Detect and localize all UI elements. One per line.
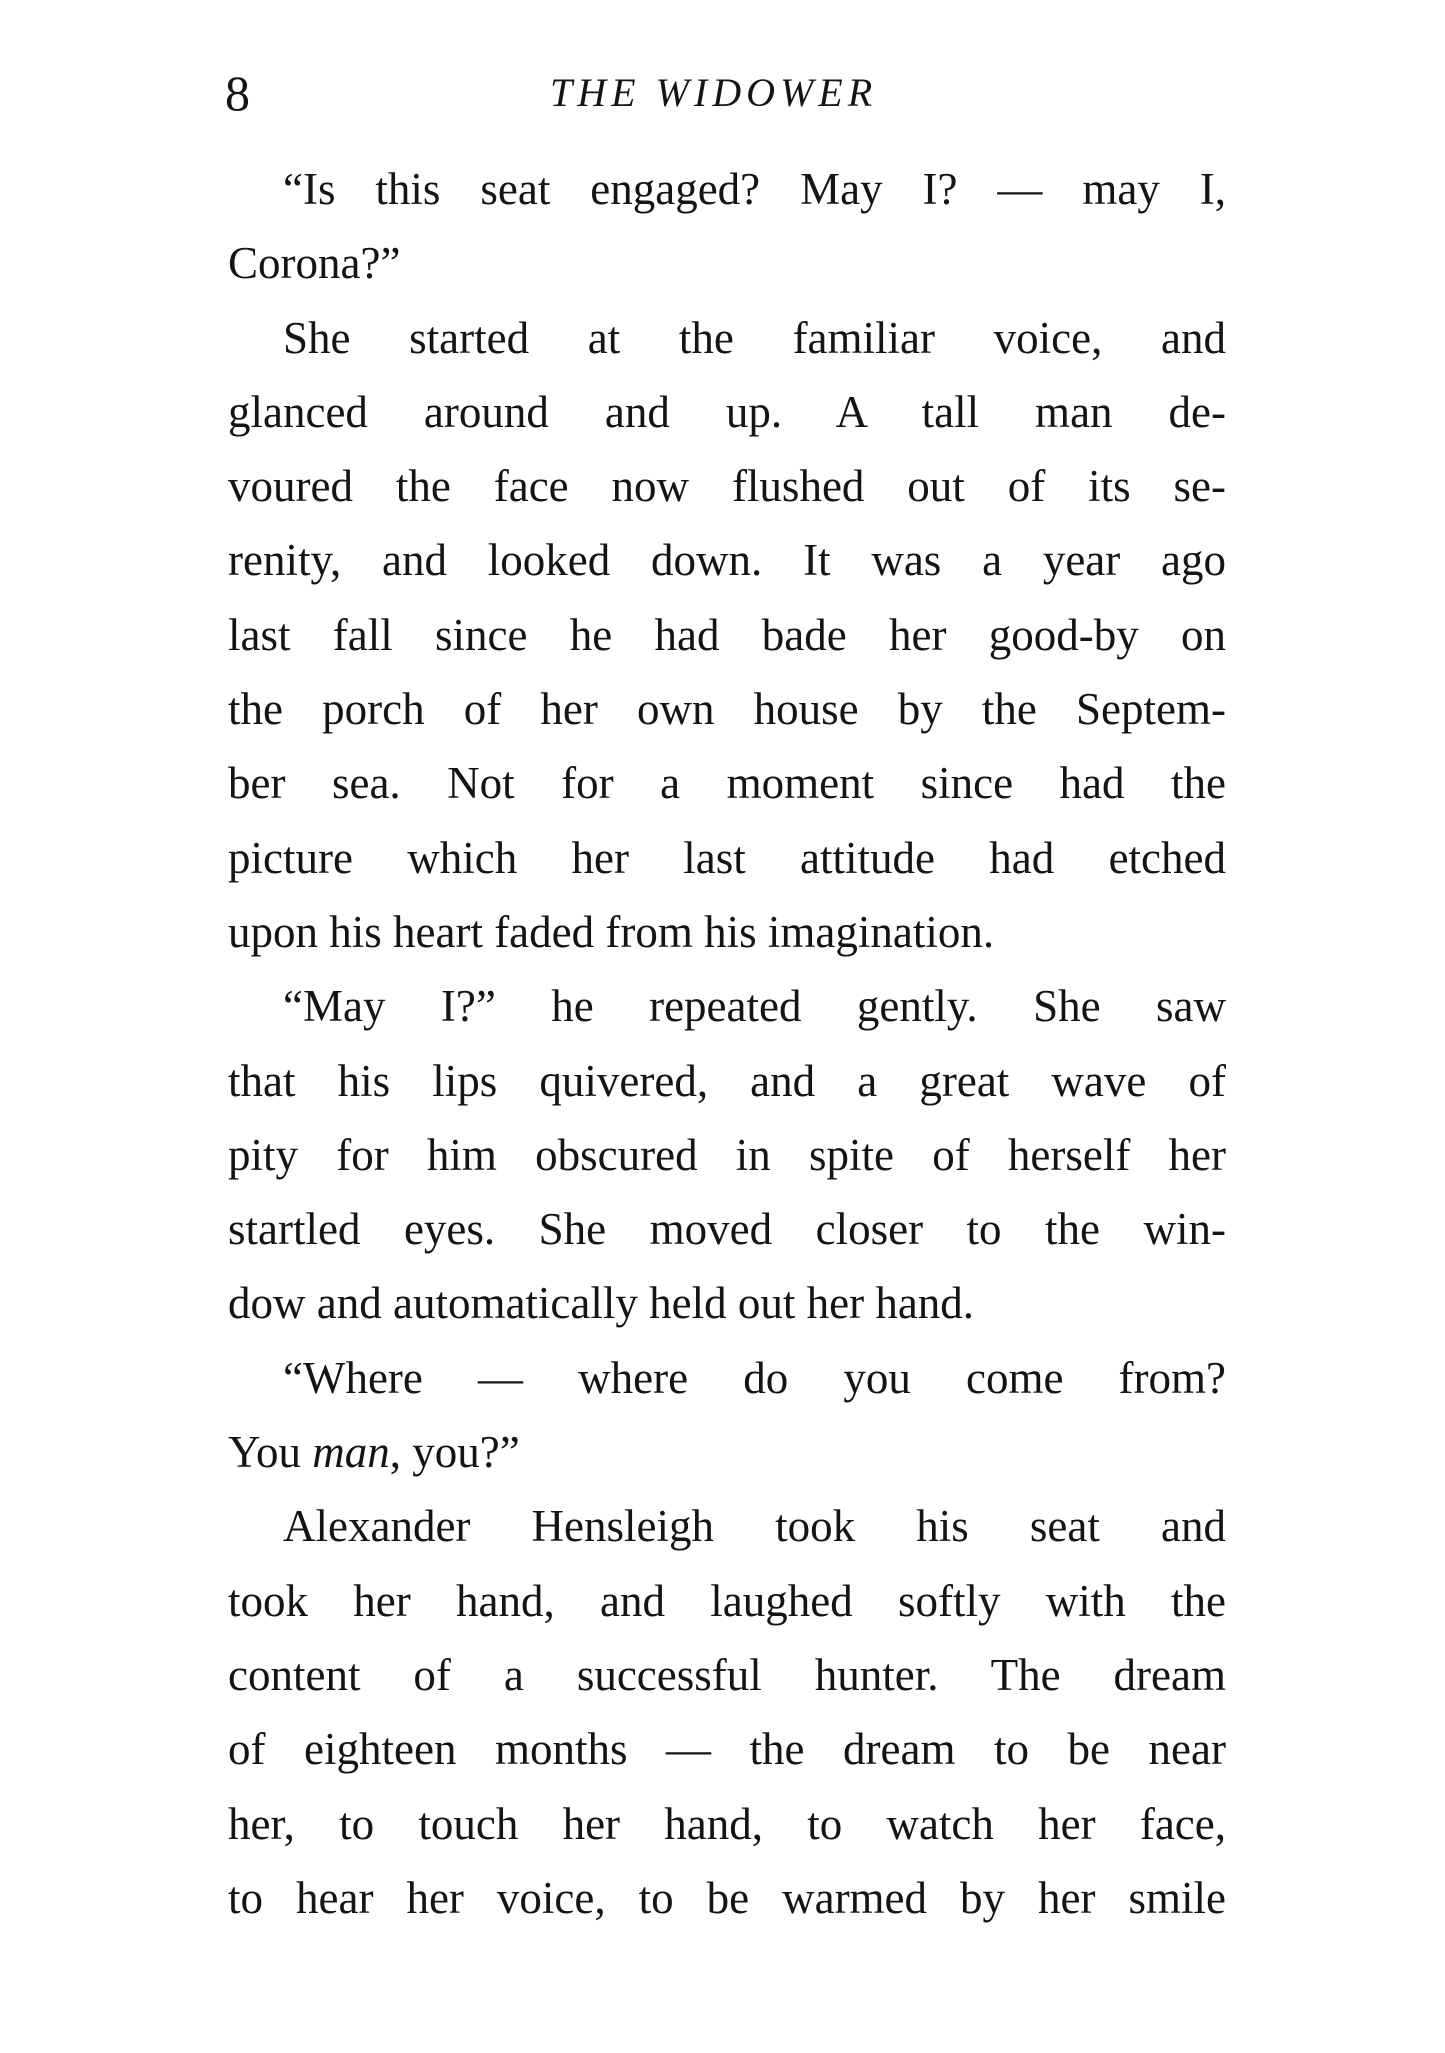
- text-line: “Where — where do you come from?: [283, 1352, 1226, 1403]
- running-head: [225, 58, 1225, 128]
- text-line: renity, and looked down. It was a year ago: [228, 535, 1226, 586]
- text-line: content of a successful hunter. The dream: [228, 1649, 1226, 1700]
- text-line: the porch of her own house by the Septem-: [228, 684, 1226, 735]
- body-text: [228, 152, 1226, 1935]
- emphasized-word: man: [312, 1427, 390, 1478]
- text-line: “Is this seat engaged? May I? — may I,: [283, 164, 1226, 214]
- text-line: that his lips quivered, and a great wave of: [228, 1055, 1226, 1106]
- text-line: took her hand, and laughed softly with the: [228, 1575, 1226, 1626]
- text-line: startled eyes. She moved closer to the win-: [228, 1204, 1226, 1255]
- text-line: last fall since he had bade her good-by on: [228, 609, 1226, 660]
- text-line: “May I?” he repeated gently. She saw: [283, 981, 1226, 1032]
- text-line: dow and automatically held out her hand.: [228, 1278, 975, 1329]
- text-line: ber sea. Not for a moment since had the: [228, 758, 1226, 809]
- text-line: voured the face now flushed out of its se-: [228, 461, 1226, 512]
- text-line: Corona?”: [228, 238, 401, 289]
- text-line: glanced around and up. A tall man de-: [228, 386, 1226, 437]
- text-line: pity for him obscured in spite of herself her: [228, 1129, 1226, 1180]
- text-line: her, to touch her hand, to watch her face,: [228, 1798, 1226, 1849]
- text-line: to hear her voice, to be warmed by her smile: [228, 1872, 1226, 1923]
- text-line: She started at the familiar voice, and: [283, 312, 1226, 363]
- text-line: You man, you?”: [228, 1427, 520, 1478]
- text-line: picture which her last attitude had etched: [228, 832, 1226, 883]
- page-number: 8: [225, 65, 250, 121]
- running-title: THE WIDOWER: [550, 70, 878, 115]
- text-line: upon his heart faded from his imagination.: [228, 906, 995, 957]
- text-line: Alexander Hensleigh took his seat and: [283, 1501, 1226, 1552]
- text-line: of eighteen months — the dream to be near: [228, 1724, 1226, 1775]
